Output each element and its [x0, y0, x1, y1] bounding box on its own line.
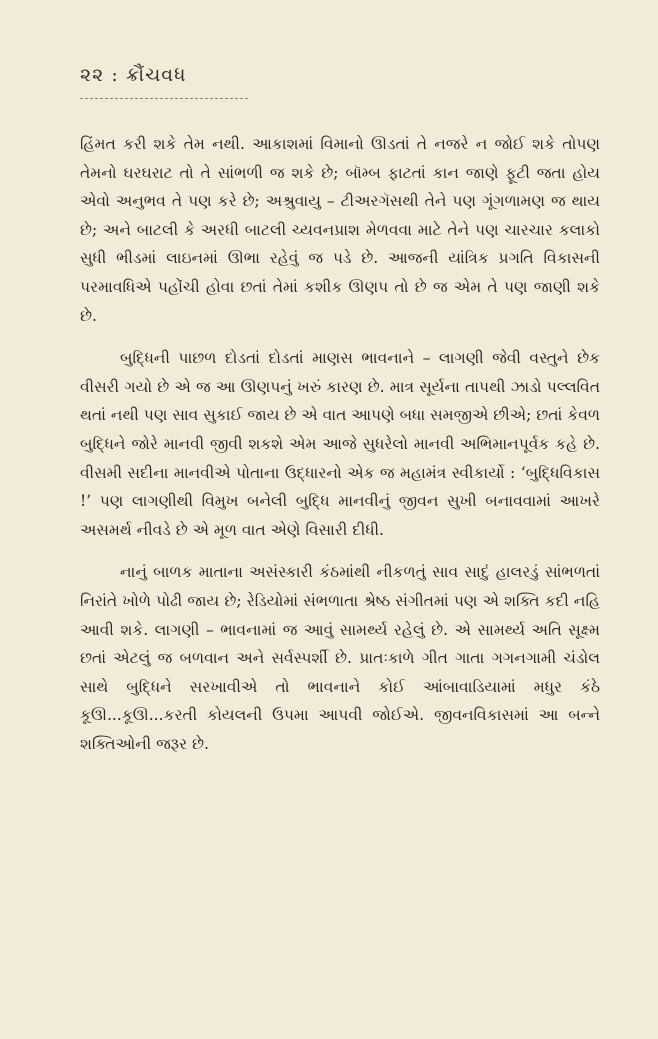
header-underline-rule	[80, 98, 248, 99]
running-head: ૨૨ : ક્રૌંચવધ	[80, 64, 187, 86]
paragraph-2: બુદ્ધિની પાછળ દોડતાં દોડતાં માણસ ભાવનાને – લાગણી જેવી વસ્તુને છેક વીસરી ગયો છે એ જ આ ઊણપનું ખરું કારણ છે. માત્ર સૂર્યના તાપથી ઝાડો પલ્લવિત થતાં નથી પણ સાવ સુકાઈ જાય છે એ વાત આપણે બધા સમજીએ છીએ; છતાં કેવળ બુદ્ધિને જોરે માનવી જીવી શકશે એમ આજે સુધરેલો માનવી અભિમાનપૂર્વક કહે છે. વીસમી સદીના માનવીએ પોતાના ઉદ્ધારનો એક જ મહામંત્ર સ્વીકાર્યો : ‘બુદ્ધિવિકાસ !’ પણ લાગણીથી વિમુખ બનેલી બુદ્ધિ માનવીનું જીવન સુખી બનાવવામાં આખરે અસમર્થ નીવડે છે એ મૂળ વાત એણે વિસારી દીધી.	[80, 349, 600, 539]
paragraph-1: હિંમત કરી શકે તેમ નથી. આકાશમાં વિમાનો ઊડતાં તે નજરે ન જોઈ શકે તોપણ તેમનો ઘરઘરાટ તો તે સાંભળી જ શકે છે; બૉમ્બ ફાટતાં કાન જાણે ફૂટી જતા હોય એવો અનુભવ તે પણ કરે છે; અશ્રુવાયુ – ટીઅરગૅસથી તેને પણ ગૂંગળામણ જ થાય છે; અને બાટલી કે અરધી બાટલી ચ્યવનપ્રાશ મેળવવા માટે તેને પણ ચારચાર કલાકો સુધી ભીડમાં લાઇનમાં ઊભા રહેવું જ પડે છે. આજની યાંત્રિક પ્રગતિ વિકાસની પરમાવધિએ પહોંચી હોવા છતાં તેમાં કશીક ઊણપ તો છે જ એમ તે પણ જાણી શકે છે.	[80, 135, 600, 325]
body-text	[80, 130, 600, 758]
paragraph-3: નાનું બાળક માતાના અસંસ્કારી કંઠમાંથી નીકળતું સાવ સાદું હાલરડું સાંભળતાં નિરાંતે ખોળે પોઢી જાય છે; રેડિયોમાં સંભળાતા શ્રેષ્ઠ સંગીતમાં પણ એ શક્તિ કદી નહિ આવી શકે. લાગણી – ભાવનામાં જ આવું સામર્થ્ય રહેલું છે. એ સામર્થ્ય અતિ સૂક્ષ્મ છતાં એટલું જ બળવાન અને સર્વસ્પર્શી છે. પ્રાતઃકાળે ગીત ગાતા ગગનગામી ચંડોલ સાથે બુદ્ધિને સરખાવીએ તો ભાવનાને કોઈ આંબાવાડિયામાં મધુર કંઠે કૂઊ...કૂઊ...કરતી કોયલની ઉપમા આપવી જોઈએ. જીવનવિકાસમાં આ બન્ને શક્તિઓની જરૂર છે.	[80, 563, 600, 753]
